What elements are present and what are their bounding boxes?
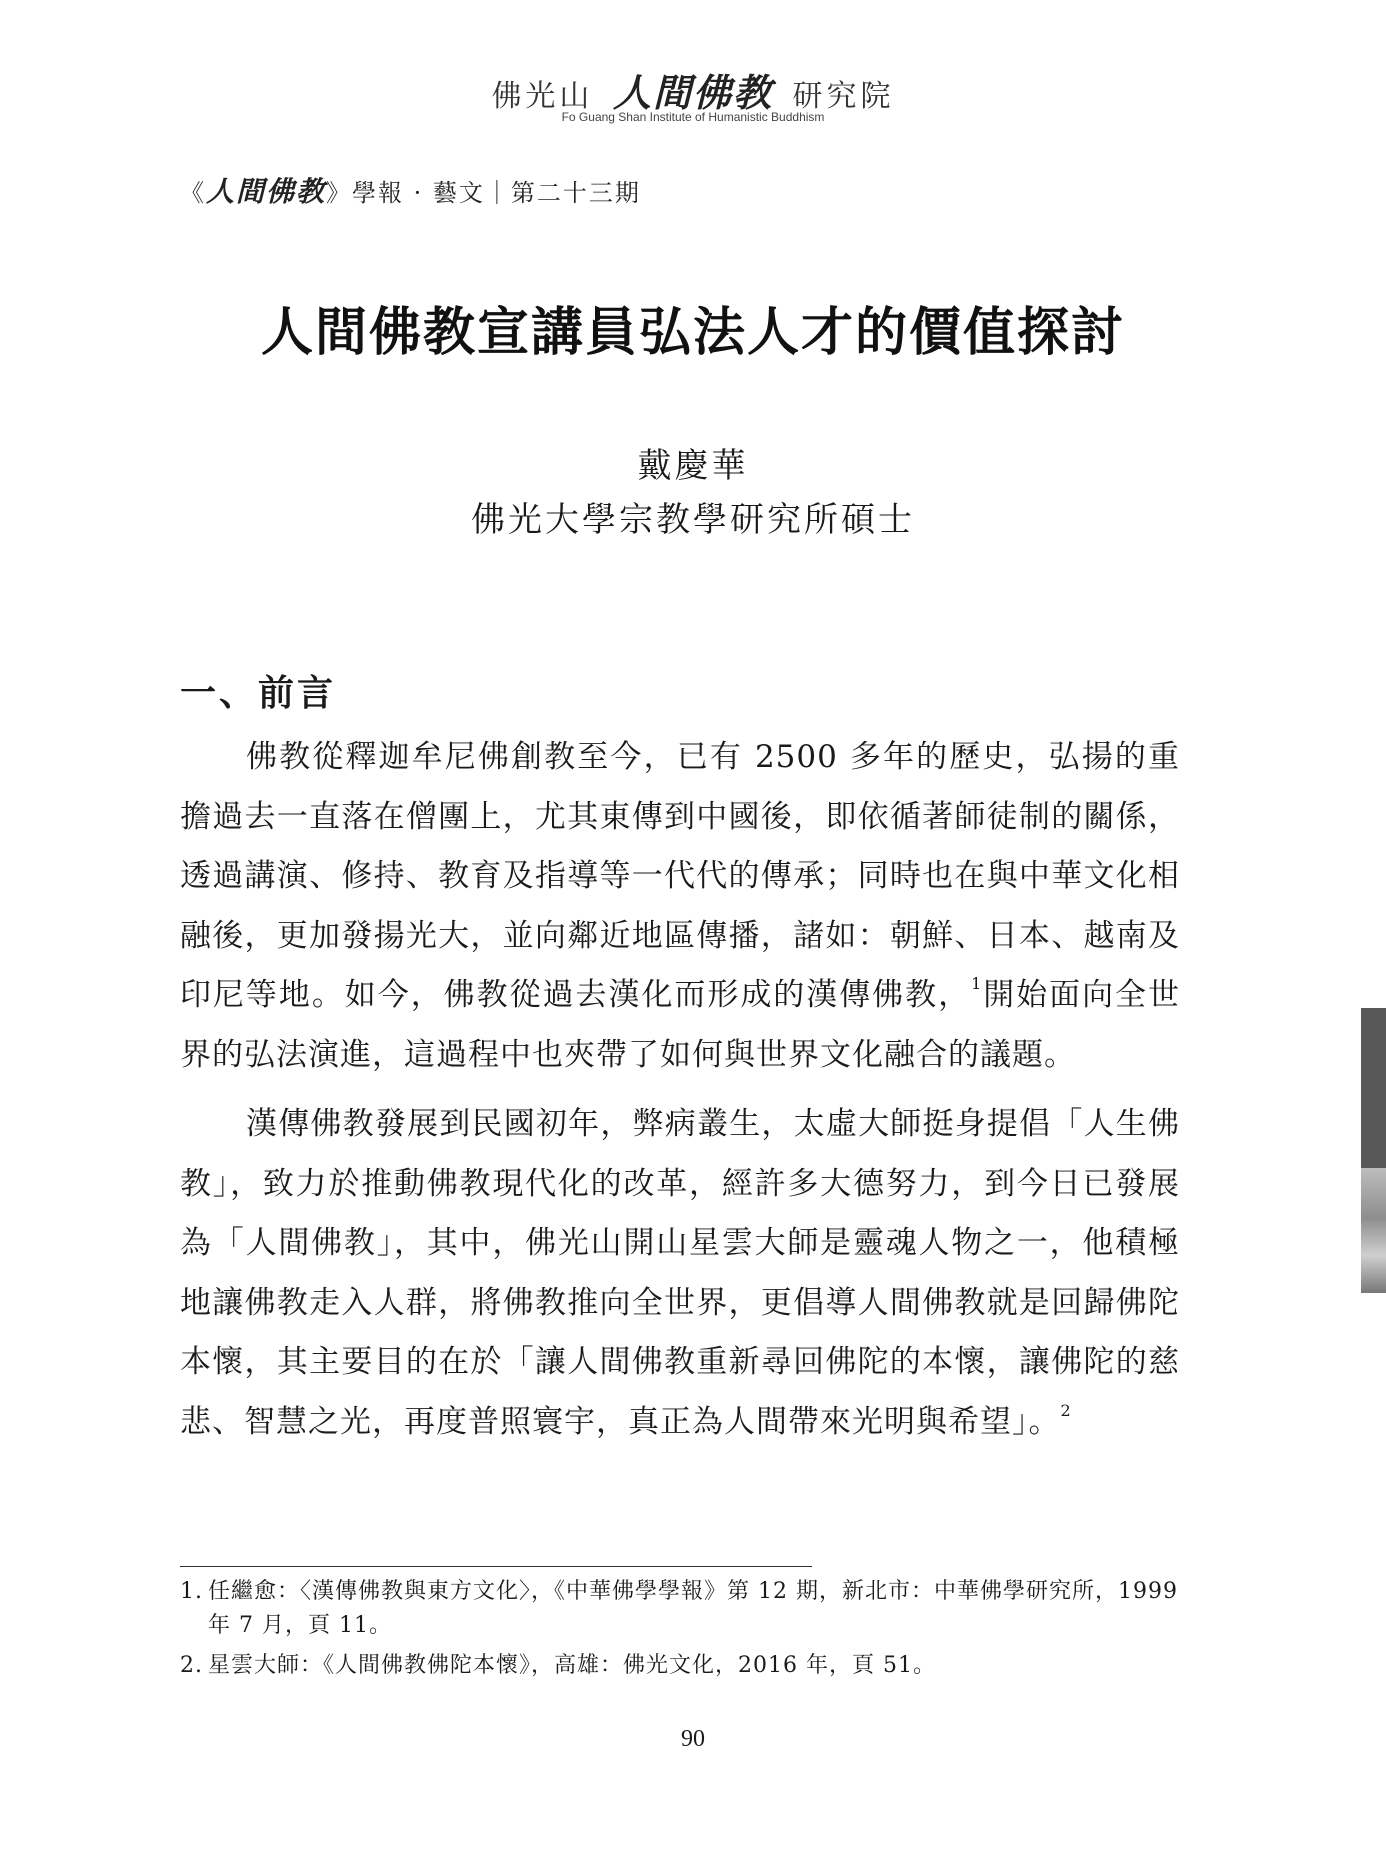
journal-running-head [180, 170, 641, 210]
footnote-ref-2[interactable]: 2 [1060, 1400, 1072, 1420]
article-author: 戴慶華 [637, 446, 749, 486]
footnote-1 [180, 1575, 1180, 1643]
section-heading: 一、前言 [180, 673, 337, 714]
paragraph-2 [180, 1095, 1180, 1452]
humanistic-buddhism-logo: 人間佛教 [612, 71, 773, 115]
paragraph-1-part-a: 佛教從釋迦牟尼佛創教至今，已有 2500 多年的歷史，弘揚的重擔過去一直落在僧團上，尤其東傳到中國後，即依循著師徒制的關係，透過講演、修持、教育及指導等一代代的傳承；同時也在與中華文化相融後，更加發揚光大，並向鄰近地區傳播，諸如：朝鮮、日本、越南及印尼等地。如今，佛教從過去漢化而形成的漢傳佛教， [180, 739, 1180, 1013]
paragraph-2-text: 漢傳佛教發展到民國初年，弊病叢生，太虛大師挺身提倡「人生佛教」，致力於推動佛教現代化的改革，經許多大德努力，到今日已發展為「人間佛教」，其中，佛光山開山星雲大師是靈魂人物之一，他積極地讓佛教走入人群，將佛教推向全世界，更倡導人間佛教就是回歸佛陀本懷，其主要目的在於「讓人間佛教重新尋回佛陀的本懷，讓佛陀的慈悲、智慧之光，再度普照寰宇，真正為人間帶來光明與希望」。 [180, 1106, 1180, 1440]
article-title: 人間佛教宣講員弘法人才的價值探討 [260, 303, 1125, 363]
author-affiliation: 佛光大學宗教學研究所碩士 [471, 500, 915, 540]
footnote-ref-1[interactable]: 1 [971, 974, 983, 993]
header-left-text: 佛光山 [491, 79, 594, 114]
journal-logo: 人間佛教 [206, 175, 327, 208]
paragraph-1 [180, 728, 1180, 1085]
footnote-1-text: 任繼愈：〈漢傳佛教與東方文化〉，《中華佛學學報》第 12 期，新北市：中華佛學研究所，1999 年 7 月，頁 11。 [208, 1579, 1178, 1638]
header-right-text: 研究院 [792, 79, 895, 114]
page-number: 90 [681, 1726, 705, 1752]
institute-subtitle: Fo Guang Shan Institute of Humanistic Buddhism [561, 110, 825, 124]
institute-header [0, 62, 1386, 117]
side-tab-photo [1361, 1168, 1386, 1293]
footnote-1-number: 1. [180, 1579, 203, 1604]
footnote-divider [180, 1566, 812, 1567]
footnote-2 [180, 1649, 1180, 1683]
footnote-2-number: 2. [180, 1653, 203, 1678]
footnotes [180, 1575, 1180, 1689]
footnote-2-text: 星雲大師：《人間佛教佛陀本懷》，高雄：佛光文化，2016 年，頁 51。 [208, 1653, 936, 1678]
journal-issue-text: 》學報 · 藝文｜第二十三期 [326, 179, 641, 207]
paragraph-1-part-b: 開始面向全世界的弘法演進，這過程中也夾帶了如何與世界文化融合的議題。 [180, 977, 1181, 1073]
article-body [180, 728, 1180, 1452]
journal-open-bracket: 《 [180, 179, 206, 207]
